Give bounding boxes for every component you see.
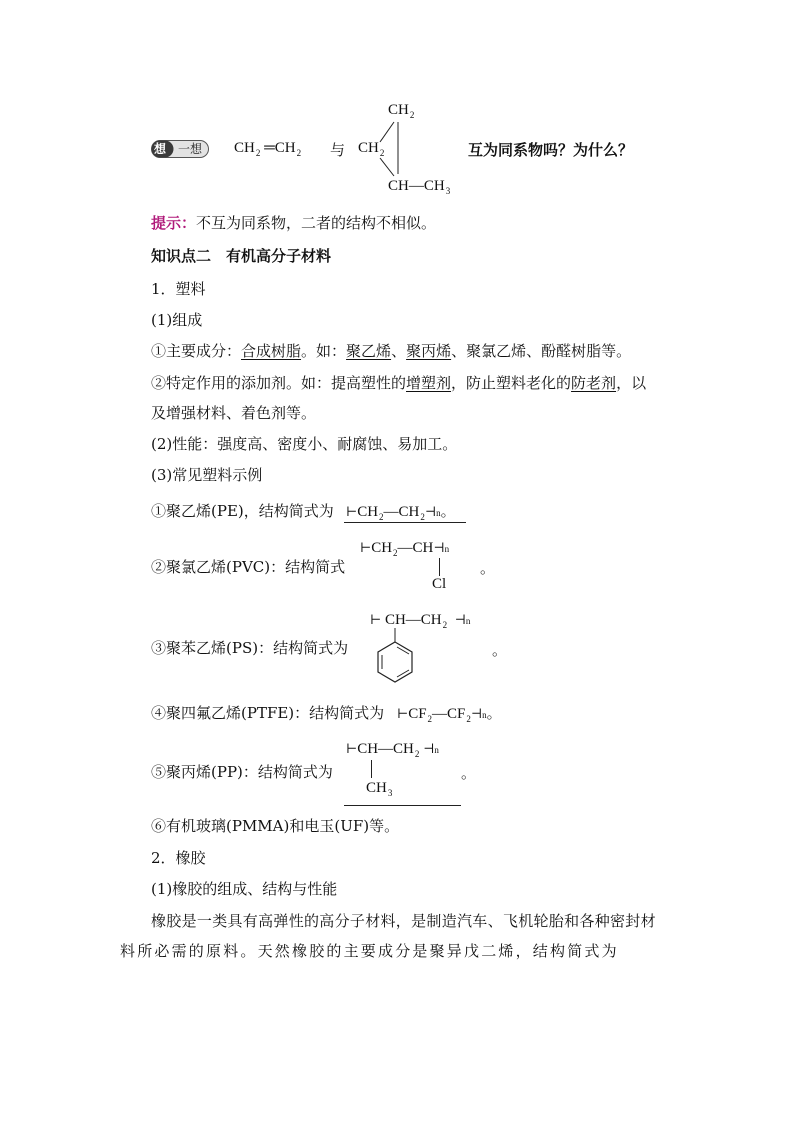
- ring-left: $CH_2$: [358, 140, 385, 158]
- rubber-para-2: 料所必需的原料。天然橡胶的主要成分是聚异戊二烯，结构简式为: [120, 942, 619, 960]
- think-badge-main: 想: [154, 142, 167, 156]
- pp-rule: [344, 805, 461, 806]
- ptfe-formula: $⊢CF_2—CF_2⊣n$。: [397, 706, 502, 724]
- pe-rule: [344, 522, 466, 523]
- ps-period: 。: [492, 643, 508, 659]
- pe-formula: $⊢CH_2—CH_2⊣n$。: [346, 504, 456, 522]
- pmma-line: ⑥有机玻璃(PMMA)和电玉(UF)等。: [151, 817, 400, 835]
- additive-line-2: 及增强材料、着色剂等。: [151, 404, 317, 422]
- ring-top: $CH_2$: [388, 102, 415, 120]
- pe-label: ①聚乙烯(PE)，结构简式为: [151, 502, 334, 520]
- ptfe-label: ④聚四氟乙烯(PTFE)：结构简式为: [151, 704, 385, 722]
- main-component-line: ①主要成分：合成树脂。如：聚乙烯、聚丙烯、聚氯乙烯、酚醛树脂等。: [151, 342, 632, 360]
- section-title: 知识点二 有机高分子材料: [151, 247, 332, 265]
- rubber-para-1: 橡胶是一类具有高弹性的高分子材料，是制造汽车、飞机轮胎和各种密封材: [151, 912, 656, 930]
- examples-heading: (3)常见塑料示例: [151, 466, 263, 484]
- pvc-bond: [439, 558, 440, 576]
- benzene-ring: [370, 628, 420, 690]
- pp-bond: [371, 760, 372, 778]
- with-text: 与: [330, 141, 346, 159]
- ring-bonds: [360, 118, 420, 188]
- think-badge-sub: 一想: [178, 142, 203, 156]
- pvc-label: ②聚氯乙烯(PVC)：结构简式: [151, 558, 346, 576]
- additive-line: ②特定作用的添加剂。如：提高塑性的增塑剂，防止塑料老化的防老剂，以: [151, 374, 647, 392]
- think-question: 互为同系物吗？为什么？: [468, 141, 634, 159]
- ring-bottom: $CH—CH_3$: [388, 178, 451, 196]
- pvc-cl: Cl: [432, 576, 447, 592]
- pp-label: ⑤聚丙烯(PP)：结构简式为: [151, 763, 333, 781]
- plastics-heading: 1．塑料: [151, 280, 206, 298]
- pvc-formula: $⊢CH_2—CH⊣n$: [360, 540, 450, 558]
- hint-label: 提示：: [151, 214, 197, 232]
- rubber-subheading: (1)橡胶的组成、结构与性能: [151, 880, 338, 898]
- ps-formula: ⊢ $CH—CH_2$ ⊣n: [370, 612, 471, 630]
- ethylene-formula: $CH_2$ $═CH_2$: [234, 140, 302, 158]
- pp-period: 。: [461, 766, 477, 782]
- composition-heading: (1)组成: [151, 311, 203, 329]
- ps-label: ③聚苯乙烯(PS)：结构简式为: [151, 639, 349, 657]
- pvc-period: 。: [480, 561, 496, 577]
- pp-formula: $⊢CH—CH_2$ ⊣n: [346, 741, 439, 759]
- property-line: (2)性能：强度高、密度小、耐腐蚀、易加工。: [151, 435, 458, 453]
- rubber-heading: 2．橡胶: [151, 849, 206, 867]
- hint-line: [151, 213, 436, 233]
- pp-ch3: $CH_3$: [366, 780, 393, 798]
- hint-text: 不互为同系物，二者的结构不相似。: [196, 214, 437, 232]
